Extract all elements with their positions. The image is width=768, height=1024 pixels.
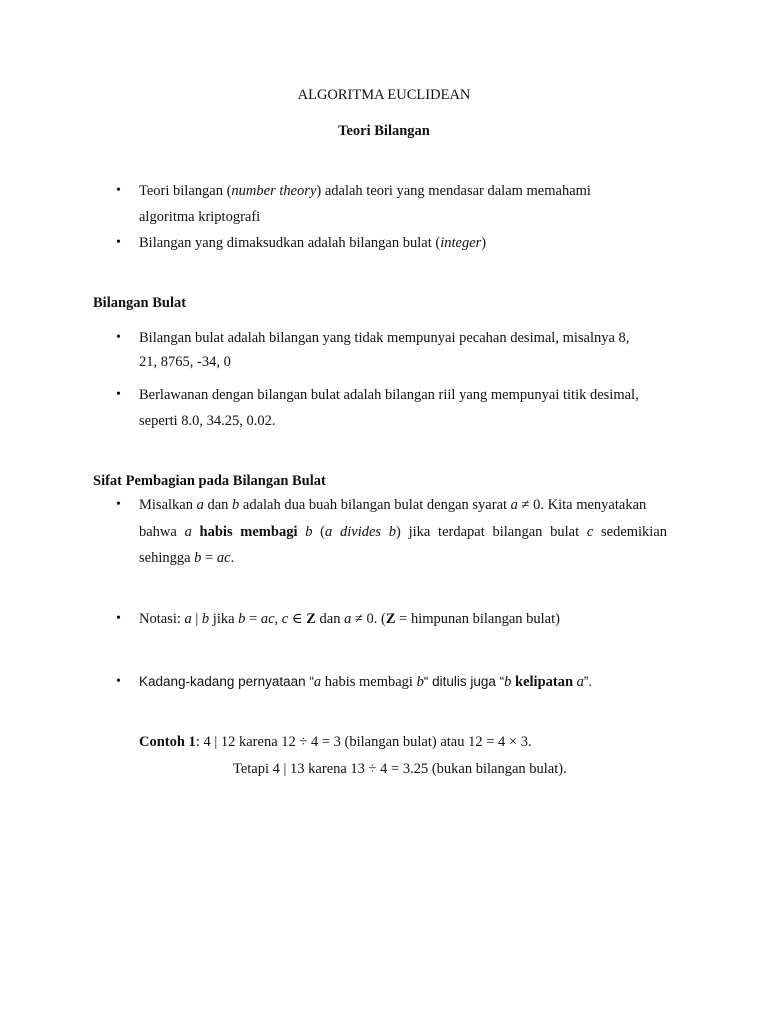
intro-bullet-1-line-1: Teori bilangan (number theory) adalah teori yang mendasar dalam memahami xyxy=(139,183,591,199)
bullet-icon: • xyxy=(116,235,121,250)
bullet-icon: • xyxy=(116,330,121,345)
bullet-icon: • xyxy=(116,497,121,512)
contoh-line-1: Contoh 1: 4 | 12 karena 12 ÷ 4 = 3 (bilangan bulat) atau 12 = 4 × 3. xyxy=(139,734,532,750)
kadang-line: Kadang-kadang pernyataan “a habis membagi b“ ditulis juga “b kelipatan a”. xyxy=(139,674,593,690)
bullet-icon: • xyxy=(116,674,121,689)
bilangan-bulat-bullet-2-line-2: seperti 8.0, 34.25, 0.02. xyxy=(139,413,276,429)
intro-bullet-1-line-2: algoritma kriptografi xyxy=(139,209,261,225)
contoh-line-2: Tetapi 4 | 13 karena 13 ÷ 4 = 3.25 (bukan bilangan bulat). xyxy=(233,761,567,777)
sifat-paragraph-line-2: bahwa a habis membagi b (a divides b) jika terdapat bilangan bulat c sedemikian xyxy=(139,524,668,540)
bullet-icon: • xyxy=(116,183,121,198)
bullet-icon: • xyxy=(116,611,121,626)
bullet-icon: • xyxy=(116,387,121,402)
document-title: ALGORITMA EUCLIDEAN xyxy=(297,87,471,103)
document-subtitle: Teori Bilangan xyxy=(338,123,430,139)
sifat-paragraph-line-1: Misalkan a dan b adalah dua buah bilangan bulat dengan syarat a ≠ 0. Kita menyatakan xyxy=(139,497,647,513)
sifat-paragraph-line-3: sehingga b = ac. xyxy=(139,550,235,566)
section-heading-bilangan-bulat: Bilangan Bulat xyxy=(93,295,187,311)
intro-bullet-2: Bilangan yang dimaksudkan adalah bilangan bulat (integer) xyxy=(139,235,487,251)
section-heading-sifat-pembagian: Sifat Pembagian pada Bilangan Bulat xyxy=(93,473,326,489)
bilangan-bulat-bullet-1-line-1: Bilangan bulat adalah bilangan yang tidak mempunyai pecahan desimal, misalnya 8, xyxy=(139,330,630,346)
bilangan-bulat-bullet-2-line-1: Berlawanan dengan bilangan bulat adalah bilangan riil yang mempunyai titik desimal, xyxy=(139,387,639,403)
bilangan-bulat-bullet-1-line-2: 21, 8765, -34, 0 xyxy=(139,354,231,370)
notasi-line: Notasi: a | b jika b = ac, c ∈ Z dan a ≠ 0. (Z = himpunan bilangan bulat) xyxy=(139,611,560,627)
